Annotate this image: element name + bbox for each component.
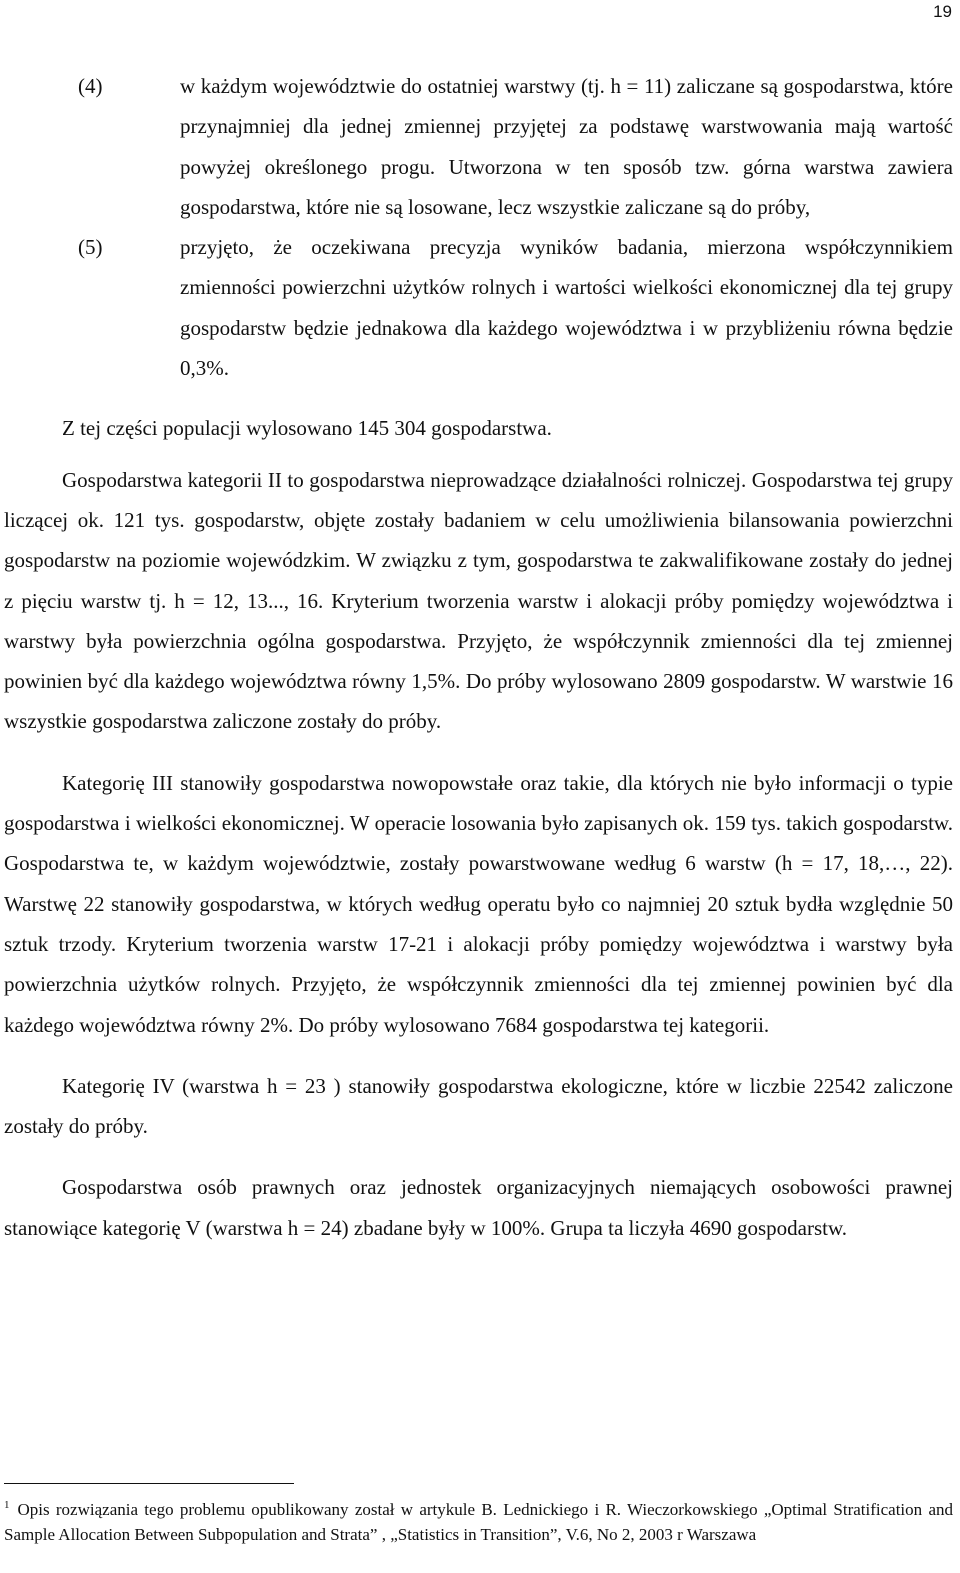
footnote-marker: 1 bbox=[4, 1499, 10, 1511]
paragraph-category-v: Gospodarstwa osób prawnych oraz jednostek organizacyjnych niemających osobowości prawnej stanowiące kategorię V (warstwa h = 24) zbadane były w 100%. Grupa ta liczyła 4690 gospodarstw. bbox=[4, 1175, 953, 1240]
list-item-text: w każdym województwie do ostatniej warstwy (tj. h = 11) zaliczane są gospodarstwa, które przynajmniej dla jednej zmiennej przyjętej za podstawę warstwowania mają wartość powyżej określonego progu. Utworzona w ten sposób tzw. górna warstwa zawiera gospodarstwa, które nie są losowane, lecz wszystkie zaliczane są do próby, bbox=[180, 74, 953, 219]
list-item-number: (4) bbox=[78, 74, 103, 98]
list-item bbox=[4, 227, 953, 388]
page-number: 19 bbox=[933, 2, 952, 21]
paragraph-category-ii: Gospodarstwa kategorii II to gospodarstwa nieprowadzące działalności rolniczej. Gospodarstwa tej grupy liczącej ok. 121 tys. gospodarstw, objęte zostały badaniem w celu umożliwienia bilansowania powierzchni gospodarstw na poziomie wojewódzkim. W związku z tym, gospodarstwa te zakwalifikowane zostały do jednej z pięciu warstw tj. h = 12, 13..., 16. Kryterium tworzenia warstw i alokacji próby pomiędzy województwa i warstwy była powierzchnia ogólna gospodarstwa. Przyjęto, że współczynnik zmienności dla tej zmiennej powinien być dla każdego województwa równy 1,5%. Do próby wylosowano 2809 gospodarstw. W warstwie 16 wszystkie gospodarstwa zaliczone zostały do próby. bbox=[4, 467, 953, 734]
paragraph-category-iv: Kategorię IV (warstwa h = 23 ) stanowiły gospodarstwa ekologiczne, które w liczbie 22542 zaliczone zostały do próby. bbox=[4, 1073, 953, 1139]
list-item-number: (5) bbox=[78, 235, 103, 260]
paragraph-category-iii: Kategorię III stanowiły gospodarstwa nowopowstałe oraz takie, dla których nie było informacji o typie gospodarstwa i wielkości ekonomicznej. W operacie losowania było zapisanych ok. 159 tys. takich gospodarstw. Gospodarstwa te, w każdym województwie, zostały powarstwowane według 6 warstw (h = 17, 18,…, 22). Warstwę 22 stanowiły gospodarstwa, w których według operatu było co najmniej 20 sztuk bydła względnie 50 sztuk trzody. Kryterium tworzenia warstw 17-21 i alokacji próby pomiędzy województwa i warstwy była powierzchnia użytków rolnych. Przyjęto, że współczynnik zmienności dla tej zmiennej powinien być dla każdego województwa równy 2%. Do próby wylosowano 7684 gospodarstwa tej kategorii. bbox=[4, 770, 953, 1037]
footnote bbox=[4, 1493, 953, 1547]
list-item-text: przyjęto, że oczekiwana precyzja wyników badania, mierzona współczynnikiem zmienności powierzchni użytków rolnych i wartości wielkości ekonomicznej dla tej grupy gospodarstw będzie jednakowa dla każdego województwa i w przybliżeniu równa będzie 0,3%. bbox=[180, 235, 953, 381]
footnote-separator bbox=[4, 1483, 294, 1484]
footnote-text: Opis rozwiązania tego problemu opublikowany został w artykule B. Lednickiego i R. Wieczorkowskiego „Optimal Stratification and Sample Allocation Between Subpopulation and Strata” , „Statistics in Transition”, V.6, No 2, 2003 r Warszawa bbox=[4, 1500, 953, 1544]
list-item bbox=[4, 66, 953, 227]
document-body bbox=[4, 66, 953, 1248]
sampled-count-line: Z tej części populacji wylosowano 145 304 gospodarstwa. bbox=[62, 416, 552, 441]
